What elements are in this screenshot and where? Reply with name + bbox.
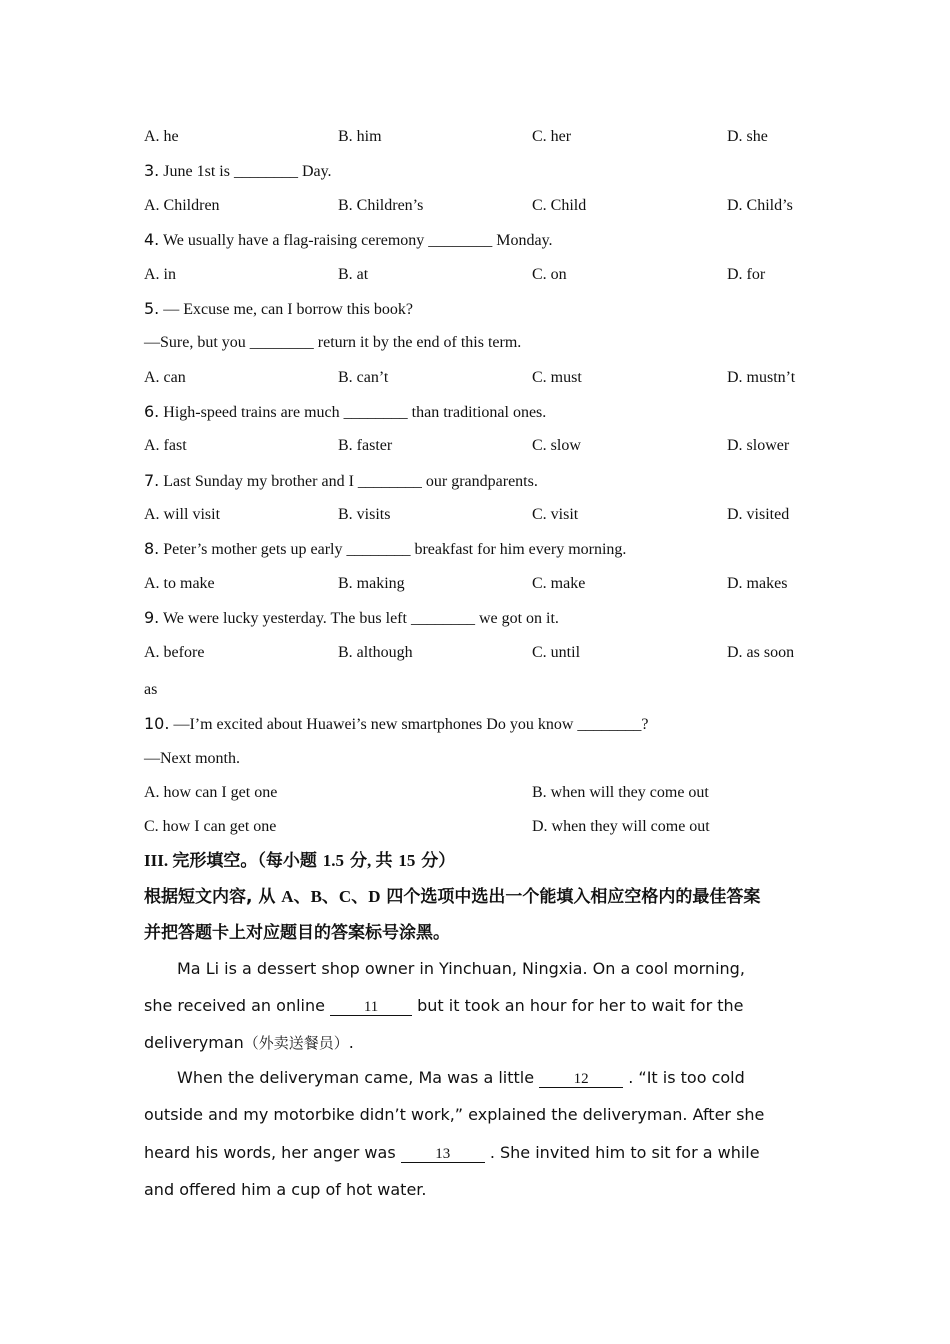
p2-l3a: heard his words, her anger was [144, 1143, 401, 1162]
q10-reply: —Next month. [144, 750, 240, 767]
q2-option-b: B. him [338, 128, 382, 145]
passage-p2-line-1 [177, 1068, 745, 1088]
q2-option-d: D. she [727, 128, 768, 145]
p1-l3-cn: （外卖送餐员） [243, 1034, 349, 1052]
p2-l1a: When the deliveryman came, Ma was a little [177, 1068, 540, 1087]
q7-number: 7. [144, 471, 160, 490]
blank-12[interactable] [539, 1070, 623, 1088]
question-10 [144, 714, 648, 735]
q5-text: — Excuse me, can I borrow this book? [163, 301, 413, 318]
q5-reply: —Sure, but you ________ return it by the end of this term. [144, 334, 522, 351]
heading-num: 1.5 [322, 851, 345, 870]
q5-option-b: B. can’t [338, 369, 389, 386]
q8-number: 8. [144, 539, 160, 558]
q2-option-a: A. he [144, 128, 179, 145]
heading-comma: , [366, 851, 376, 870]
passage-p1-line-1: Ma Li is a dessert shop owner in Yinchuan, Ningxia. On a cool morning, [177, 959, 745, 978]
p2-l1b: . “It is too cold [623, 1068, 745, 1087]
q8-option-b: B. making [338, 575, 405, 592]
blank-11[interactable] [330, 998, 412, 1016]
q6-option-c: C. slow [532, 437, 581, 454]
q9-option-d-wrap: as [144, 681, 158, 698]
heading-cn1: 完形填空。（每小题 [172, 851, 323, 871]
passage-p2-line-2: outside and my motorbike didn’t work,” explained the deliveryman. After she [144, 1105, 765, 1124]
passage-p2-line-4: and offered him a cup of hot water. [144, 1180, 427, 1199]
q3-option-b: B. Children’s [338, 197, 424, 214]
q10-option-a: A. how can I get one [144, 784, 278, 801]
q4-option-c: C. on [532, 266, 567, 283]
heading-cn2: 分 [344, 851, 367, 871]
q8-text: Peter’s mother gets up early ________ breakfast for him every morning. [163, 541, 627, 558]
q3-option-a: A. Children [144, 197, 220, 214]
q5-number: 5. [144, 299, 160, 318]
q10-number: 10. [144, 714, 170, 733]
instr1-d: 四个选项中选出一个能填入相应空格内的最佳答案 [380, 887, 761, 907]
q10-option-b: B. when will they come out [532, 784, 709, 801]
q5-option-d: D. mustn’t [727, 369, 796, 386]
p1-l3a: deliveryman [144, 1033, 244, 1052]
heading-num2: 15 [398, 851, 416, 870]
q9-option-d: D. as soon [727, 644, 795, 661]
section-3-heading [144, 851, 455, 871]
q9-text: We were lucky yesterday. The bus left ________ we got on it. [162, 610, 559, 627]
q5-option-a: A. can [144, 369, 186, 386]
q6-number: 6. [144, 402, 160, 421]
instr1-b: , 从 [246, 887, 282, 907]
q4-option-a: A. in [144, 266, 176, 283]
q4-number: 4. [144, 230, 160, 249]
heading-cn3: 共 [375, 851, 399, 871]
instr1-c: A、B、C、D [281, 887, 381, 906]
q6-option-a: A. fast [144, 437, 187, 454]
question-5 [144, 299, 413, 320]
q9-option-a: A. before [144, 644, 205, 661]
p1-l3b: . [348, 1033, 354, 1052]
q3-option-d: D. Child’s [727, 197, 793, 214]
q5-option-c: C. must [532, 369, 582, 386]
passage-p1-line-3 [144, 1033, 354, 1053]
q8-option-d: D. makes [727, 575, 788, 592]
question-6 [144, 402, 546, 423]
q3-text: June 1st is ________ Day. [163, 163, 332, 180]
q6-option-d: D. slower [727, 437, 790, 454]
q9-option-b: B. although [338, 644, 413, 661]
section-3-instruction-line-2: 并把答题卡上对应题目的答案标号涂黑。 [144, 923, 450, 943]
instr1-a: 根据短文内容 [144, 887, 246, 907]
q9-number: 9. [144, 608, 160, 627]
q6-text: High-speed trains are much ________ than traditional ones. [163, 404, 547, 421]
question-8 [144, 539, 626, 560]
question-7 [144, 471, 538, 492]
passage-p1-line-2 [144, 996, 743, 1016]
q4-option-d: D. for [727, 266, 766, 283]
q2-option-c: C. her [532, 128, 572, 145]
q7-option-c: C. visit [532, 506, 579, 523]
q7-text: Last Sunday my brother and I ________ our grandparents. [163, 473, 538, 490]
p2-l3b: . She invited him to sit for a while [484, 1143, 760, 1162]
q4-text: We usually have a flag-raising ceremony ________ Monday. [162, 232, 553, 249]
q3-number: 3. [144, 161, 160, 180]
p1-l2a: she received an online [144, 996, 331, 1015]
q7-option-b: B. visits [338, 506, 391, 523]
question-4 [144, 230, 553, 251]
heading-roman: III. [144, 851, 173, 870]
heading-cn4: 分） [415, 851, 456, 871]
q9-option-c: C. until [532, 644, 581, 661]
section-3-instruction-line-1 [144, 887, 760, 907]
p1-l2b: but it took an hour for her to wait for the [412, 996, 744, 1015]
blank-13-number: 13 [435, 1146, 451, 1162]
q3-option-c: C. Child [532, 197, 587, 214]
passage-p2-line-3 [144, 1143, 760, 1163]
q6-option-b: B. faster [338, 437, 393, 454]
blank-12-number: 12 [573, 1071, 589, 1087]
q10-option-d: D. when they will come out [532, 818, 710, 835]
q10-option-c: C. how I can get one [144, 818, 277, 835]
blank-13[interactable] [401, 1145, 485, 1163]
question-9 [144, 608, 559, 629]
q8-option-c: C. make [532, 575, 586, 592]
q10-text: —I’m excited about Huawei’s new smartphones Do you know ________? [173, 716, 649, 733]
q7-option-d: D. visited [727, 506, 790, 523]
question-3 [144, 161, 332, 182]
q8-option-a: A. to make [144, 575, 215, 592]
blank-11-number: 11 [363, 999, 379, 1015]
q4-option-b: B. at [338, 266, 369, 283]
q7-option-a: A. will visit [144, 506, 221, 523]
